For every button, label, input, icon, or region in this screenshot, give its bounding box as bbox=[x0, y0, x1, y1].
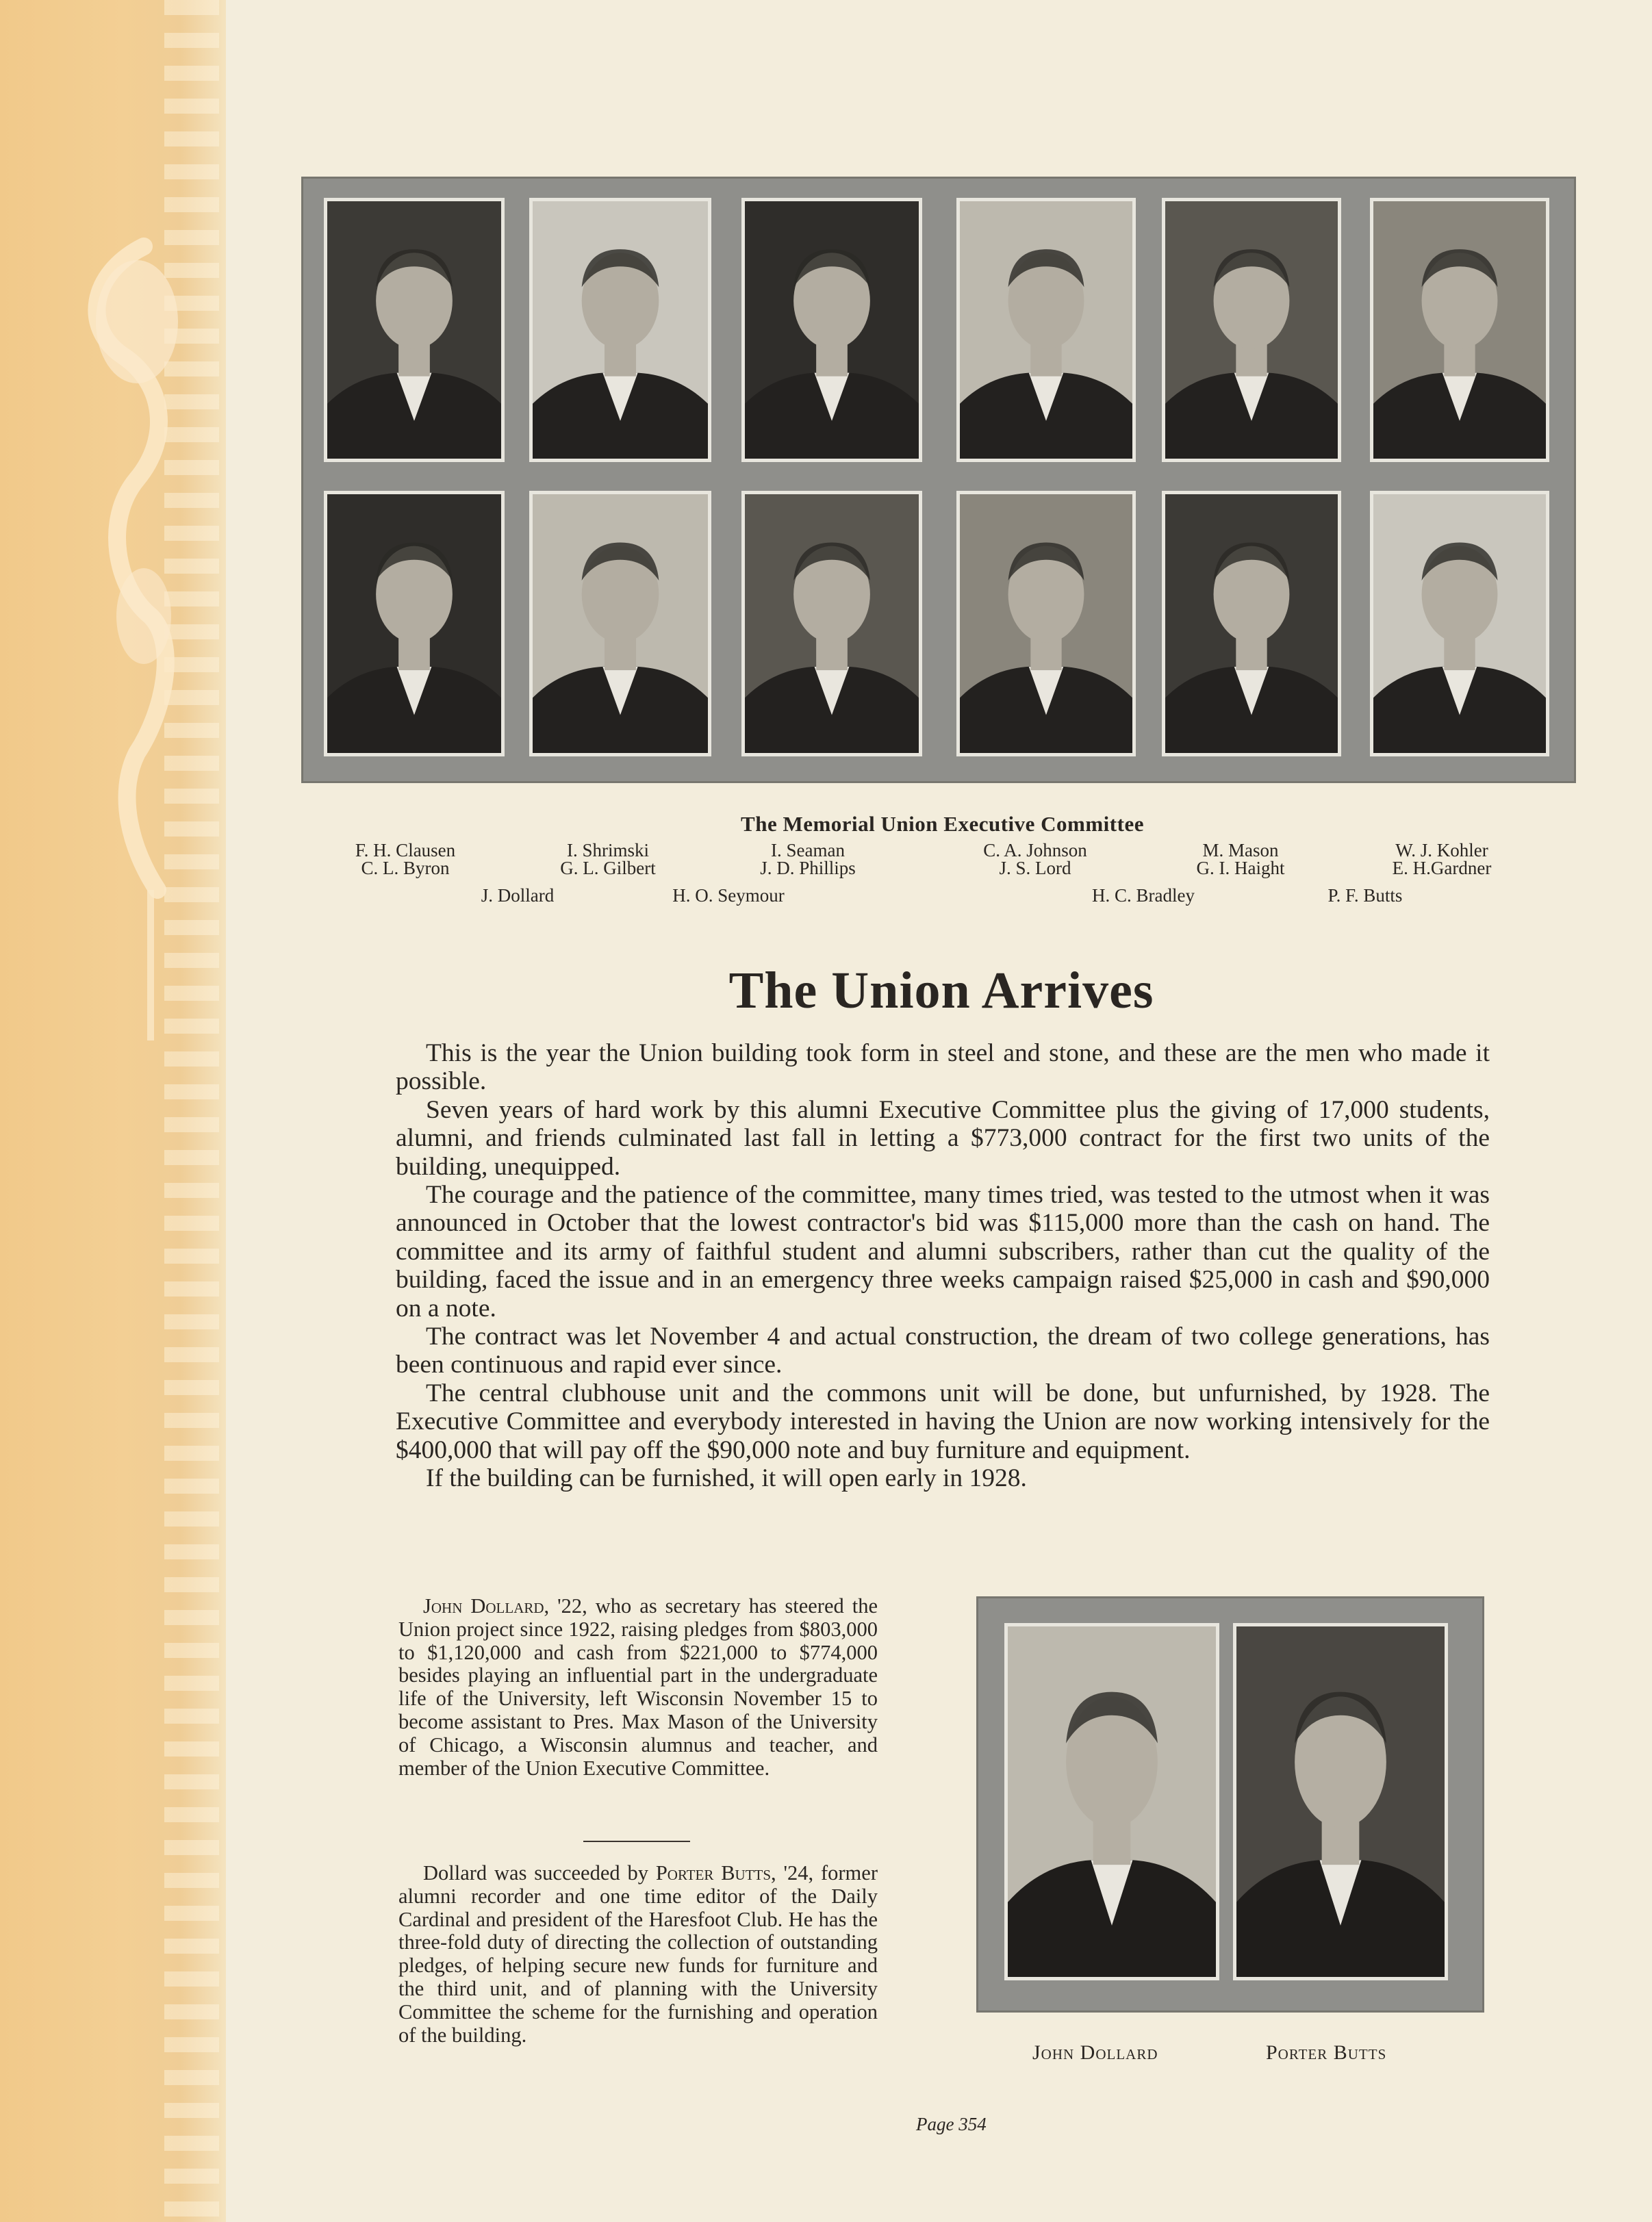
committee-member-name: J. S. Lord bbox=[999, 858, 1071, 878]
committee-member-name: G. L. Gilbert bbox=[560, 858, 656, 878]
committee-member-name: F. H. Clausen bbox=[355, 840, 456, 860]
dollard-text: , '22, who as secretary has steered the Union project since 1922, raising pledges from $803,000 to $1,120,000 and cash from $221,000 to $774,000 besides playing an influential part in the undergraduate life of the University, left Wisconsin November 15 to become assistant to Pres. Max Mason of the University of Chicago, a Wisconsin alumnus and teacher, and member of the Union Executive Committee. bbox=[398, 1594, 878, 1780]
article-paragraph: The contract was let November 4 and actual construction, the dream of two college generations, has been continuous and rapid ever since. bbox=[396, 1323, 1490, 1379]
dollard-portrait bbox=[1004, 1623, 1219, 1980]
committee-photo-grid bbox=[301, 177, 1576, 783]
article-headline: The Union Arrives bbox=[728, 962, 1154, 1019]
committee-member-name: P. F. Butts bbox=[1327, 885, 1403, 906]
committee-portrait bbox=[741, 198, 922, 462]
committee-member-name: J. D. Phillips bbox=[760, 858, 856, 878]
dollard-butts-photos bbox=[976, 1596, 1484, 2013]
article-body bbox=[396, 1039, 1490, 1493]
committee-member-name: W. J. Kohler bbox=[1395, 840, 1488, 860]
butts-text: , '24, former alumni recorder and one time editor of the Daily Cardinal and president of the Haresfoot Club. He has the three-fold duty of directing the collection of outstanding pledges, of helping secure new funds for furniture and the third unit, and of planning with the University Committee the scheme for the furnishing and operation of the building. bbox=[398, 1861, 878, 2047]
committee-member-name: C. L. Byron bbox=[361, 858, 450, 878]
committee-member-name: I. Seaman bbox=[771, 840, 845, 860]
butts-name: Porter Butts bbox=[655, 1861, 772, 1885]
committee-member-name: I. Shrimski bbox=[566, 840, 650, 860]
butts-paragraph bbox=[398, 1862, 878, 2047]
committee-portrait bbox=[956, 198, 1136, 462]
article-paragraph: If the building can be furnished, it will open early in 1928. bbox=[426, 1464, 1027, 1493]
committee-portrait bbox=[1162, 491, 1341, 756]
committee-portrait bbox=[956, 491, 1136, 756]
committee-portrait bbox=[1370, 491, 1549, 756]
committee-portrait bbox=[324, 491, 505, 756]
photo-caption-dollard: John Dollard bbox=[1032, 2041, 1158, 2064]
border-ornament-figure bbox=[62, 233, 205, 1054]
dollard-name: John Dollard bbox=[423, 1594, 544, 1618]
article-paragraph: The central clubhouse unit and the commons unit will be done, but unfurnished, by 1928. The Executive Committee and everybody interested in having the Union are now working intensively for the $400,000 that will pay off the $90,000 note and buy furniture and equipment. bbox=[396, 1379, 1490, 1464]
committee-member-name: H. O. Seymour bbox=[672, 885, 785, 906]
committee-portrait bbox=[1370, 198, 1549, 462]
section-divider bbox=[583, 1841, 690, 1842]
photo-caption-butts: Porter Butts bbox=[1266, 2041, 1387, 2064]
committee-member-name: E. H.Gardner bbox=[1392, 858, 1492, 878]
committee-portrait bbox=[529, 491, 711, 756]
article-paragraph: The courage and the patience of the committee, many times tried, was tested to the utmost when it was announced in October that the lowest contractor's bid was $115,000 more than the cash on hand. The committee and its army of faithful student and alumni subscribers, rather than cut the quality of the building, faced the issue and in an emergency three weeks campaign raised $25,000 in cash and $90,000 on a note. bbox=[396, 1181, 1490, 1323]
committee-member-name: J. Dollard bbox=[481, 885, 555, 906]
committee-member-name: H. C. Bradley bbox=[1092, 885, 1195, 906]
committee-portrait bbox=[1162, 198, 1341, 462]
committee-portrait bbox=[529, 198, 711, 462]
committee-member-name: G. I. Haight bbox=[1196, 858, 1285, 878]
committee-caption-title: The Memorial Union Executive Committee bbox=[741, 812, 1144, 836]
dollard-paragraph bbox=[398, 1595, 878, 1780]
butts-portrait bbox=[1233, 1623, 1448, 1980]
article-paragraph: This is the year the Union building took form in steel and stone, and these are the men who made it possible. bbox=[396, 1039, 1490, 1096]
committee-portrait bbox=[741, 491, 922, 756]
butts-intro: Dollard was succeeded by bbox=[423, 1861, 656, 1885]
page-number: Page 354 bbox=[916, 2114, 987, 2134]
committee-member-name: M. Mason bbox=[1202, 840, 1279, 860]
committee-portrait bbox=[324, 198, 505, 462]
article-paragraph: Seven years of hard work by this alumni Executive Committee plus the giving of 17,000 students, alumni, and friends culminated last fall in letting a $773,000 contract for the first two units of the building, unequipped. bbox=[396, 1095, 1490, 1181]
committee-member-name: C. A. Johnson bbox=[983, 840, 1087, 860]
